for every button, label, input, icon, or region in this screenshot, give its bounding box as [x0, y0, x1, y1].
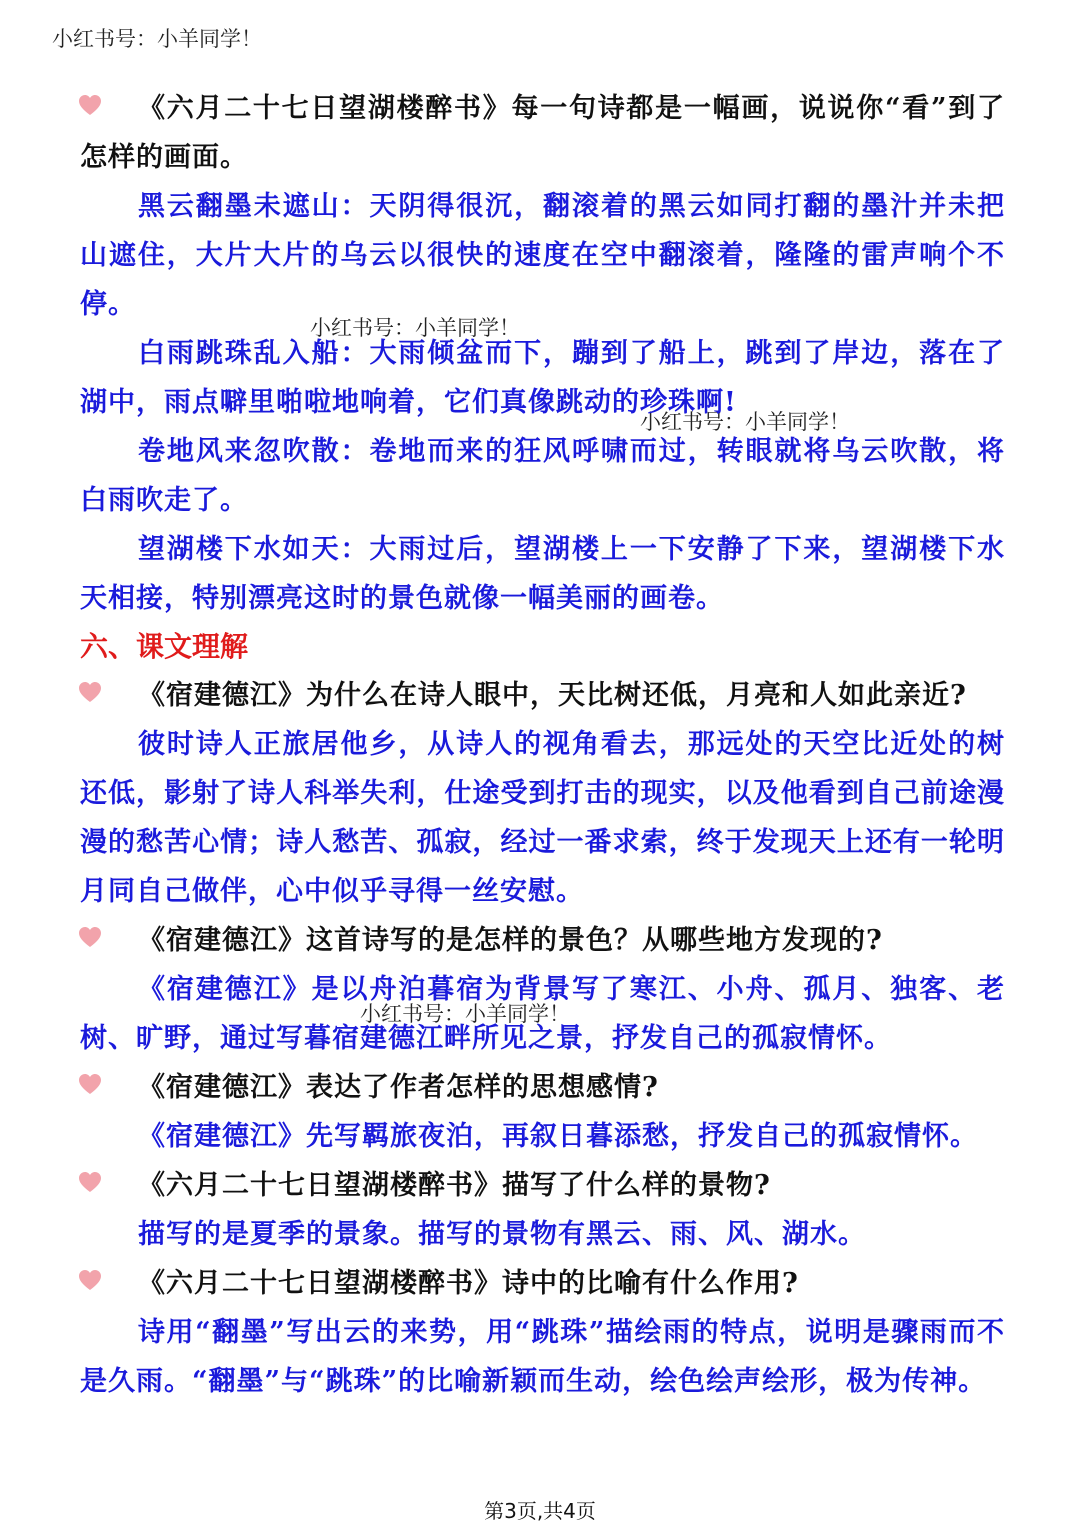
heart-icon [78, 926, 102, 948]
watermark-mid-3: 小红书号：小羊同学！ [360, 1002, 570, 1026]
question-2 [80, 671, 1005, 720]
question-3 [80, 916, 1005, 965]
question-text: 《宿建德江》这首诗写的是怎样的景色？从哪些地方发现的? [138, 925, 883, 956]
heart-icon [78, 1171, 102, 1193]
answer-6: 《宿建德江》是以舟泊暮宿为背景写了寒江、小舟、孤月、独客、老树、旷野，通过写暮宿建德江畔所见之景，抒发自己的孤寂情怀。 [80, 974, 1005, 1054]
watermark-mid-2: 小红书号：小羊同学！ [640, 410, 850, 434]
answer-8: 描写的是夏季的景象。描写的景物有黑云、雨、风、湖水。 [138, 1219, 866, 1250]
answer-9: 诗用“翻墨”写出云的来势，用“跳珠”描绘雨的特点，说明是骤雨而不是久雨。“翻墨”与“跳珠”的比喻新颖而生动，绘色绘声绘形，极为传神。 [80, 1317, 1005, 1397]
heart-icon [78, 681, 102, 703]
question-text: 《宿建德江》为什么在诗人眼中，天比树还低，月亮和人如此亲近? [138, 680, 967, 711]
section-heading: 六、课文理解 [80, 630, 249, 663]
question-text: 《六月二十七日望湖楼醉书》描写了什么样的景物? [138, 1170, 771, 1201]
heart-icon [78, 94, 102, 116]
answer-2: 白雨跳珠乱入船：大雨倾盆而下，蹦到了船上，跳到了岸边，落在了湖中，雨点噼里啪啦地响着，它们真像跳动的珍珠啊! [80, 338, 1005, 418]
answer-7: 《宿建德江》先写羁旅夜泊，再叙日暮添愁，抒发自己的孤寂情怀。 [138, 1121, 978, 1152]
question-1 [80, 84, 1005, 182]
watermark-mid-1: 小红书号：小羊同学！ [310, 316, 520, 340]
question-text: 《六月二十七日望湖楼醉书》诗中的比喻有什么作用? [138, 1268, 799, 1299]
question-4 [80, 1063, 1005, 1112]
question-5 [80, 1161, 1005, 1210]
heart-icon [78, 1269, 102, 1291]
heart-icon [78, 1073, 102, 1095]
answer-4: 望湖楼下水如天：大雨过后，望湖楼上一下安静了下来，望湖楼下水天相接，特别漂亮这时的景色就像一幅美丽的画卷。 [80, 534, 1005, 614]
answer-3: 卷地风来忽吹散：卷地而来的狂风呼啸而过，转眼就将乌云吹散，将白雨吹走了。 [80, 436, 1005, 516]
answer-1: 黑云翻墨未遮山：天阴得很沉，翻滚着的黑云如同打翻的墨汁并未把山遮住，大片大片的乌云以很快的速度在空中翻滚着，隆隆的雷声响个不停。 [80, 191, 1005, 320]
question-text: 《六月二十七日望湖楼醉书》每一句诗都是一幅画，说说你“看”到了怎样的画面。 [80, 93, 1005, 173]
watermark-top: 小红书号：小羊同学！ [52, 27, 262, 51]
content-body [80, 84, 1005, 1406]
answer-5: 彼时诗人正旅居他乡，从诗人的视角看去，那远处的天空比近处的树还低，影射了诗人科举失利，仕途受到打击的现实，以及他看到自己前途漫漫的愁苦心情；诗人愁苦、孤寂，经过一番求索，终于发现天上还有一轮明月同自己做伴，心中似乎寻得一丝安慰。 [80, 729, 1005, 907]
question-6 [80, 1259, 1005, 1308]
page-number: 第3页,共4页 [484, 1499, 596, 1523]
question-text: 《宿建德江》表达了作者怎样的思想感情? [138, 1072, 659, 1103]
